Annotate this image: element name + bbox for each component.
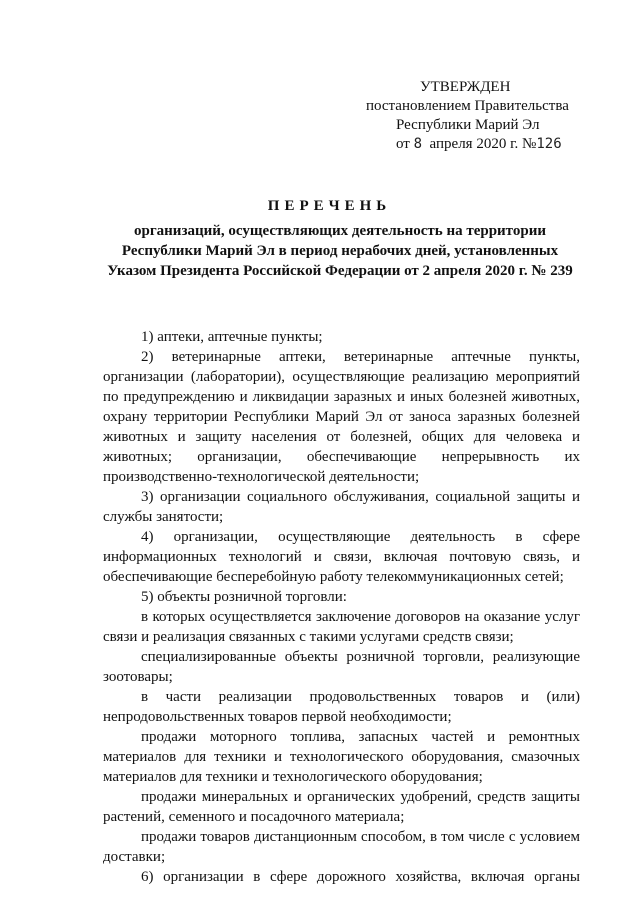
list-item: 1) аптеки, аптечные пункты; [141, 329, 323, 345]
approval-doc-number: 126 [536, 136, 562, 152]
list-item: продажи товаров дистанционным способом, в том числе с условием доставки; [103, 829, 580, 865]
subtitle-line: Республики Марий Эл в период нерабочих дней, установленных [121, 243, 559, 259]
list-item: 5) объекты розничной торговли: [141, 589, 347, 605]
list-item: 4) организации, осуществляющие деятельность в сфере информационных технологий и связи, включая почтовую связь, и обеспечивающие бесперебойную работу телекоммуникационных сетей; [103, 529, 580, 585]
list-item: 6) организации в сфере дорожного хозяйства, включая органы [141, 869, 580, 885]
document-subtitle [90, 221, 590, 281]
list-item: специализированные объекты розничной торговли, реализующие зоотовары; [103, 649, 580, 685]
list-item: продажи минеральных и органических удобрений, средств защиты растений, семенного и посадочного материала; [103, 789, 580, 825]
list-item: 2) ветеринарные аптеки, ветеринарные аптечные пункты, организации (лаборатории), осуществляющие реализацию мероприятий по предупреждению и ликвидации заразных и иных болезней животных, охрану территории Республики Марий Эл от заноса заразных болезней животных и защиту населения от болезней, общих для человека и животных; организации, обеспечивающие непрерывность их производственно-технологической деятельности; [103, 349, 580, 485]
list-item: в которых осуществляется заключение договоров на оказание услуг связи и реализация связанных с такими услугами средств связи; [103, 609, 580, 645]
approval-heading: УТВЕРЖДЕН [420, 79, 511, 95]
list-item: продажи моторного топлива, запасных частей и ремонтных материалов для техники и технологического оборудования, смазочных материалов для техники и технологического оборудования; [103, 729, 580, 785]
approval-date-line [360, 135, 600, 154]
approval-resolution: постановлением Правительства [366, 98, 569, 114]
document-title: ПЕРЕЧЕНЬ [267, 198, 392, 214]
list-item: в части реализации продовольственных товаров и (или) непродовольственных товаров первой необходимости; [103, 689, 580, 725]
approval-date-day: 8 [413, 136, 423, 152]
approval-date-prefix: от [396, 136, 410, 152]
list-item: 3) организации социального обслуживания, социальной защиты и службы занятости; [103, 489, 580, 525]
approval-date-rest: апреля 2020 г. № [429, 136, 537, 152]
approval-block [360, 78, 600, 154]
subtitle-line: Указом Президента Российской Федерации от 2 апреля 2020 г. № 239 [107, 263, 573, 279]
approval-republic: Республики Марий Эл [396, 117, 540, 133]
subtitle-line: организаций, осуществляющих деятельность на территории [134, 223, 546, 239]
document-body [103, 327, 580, 887]
